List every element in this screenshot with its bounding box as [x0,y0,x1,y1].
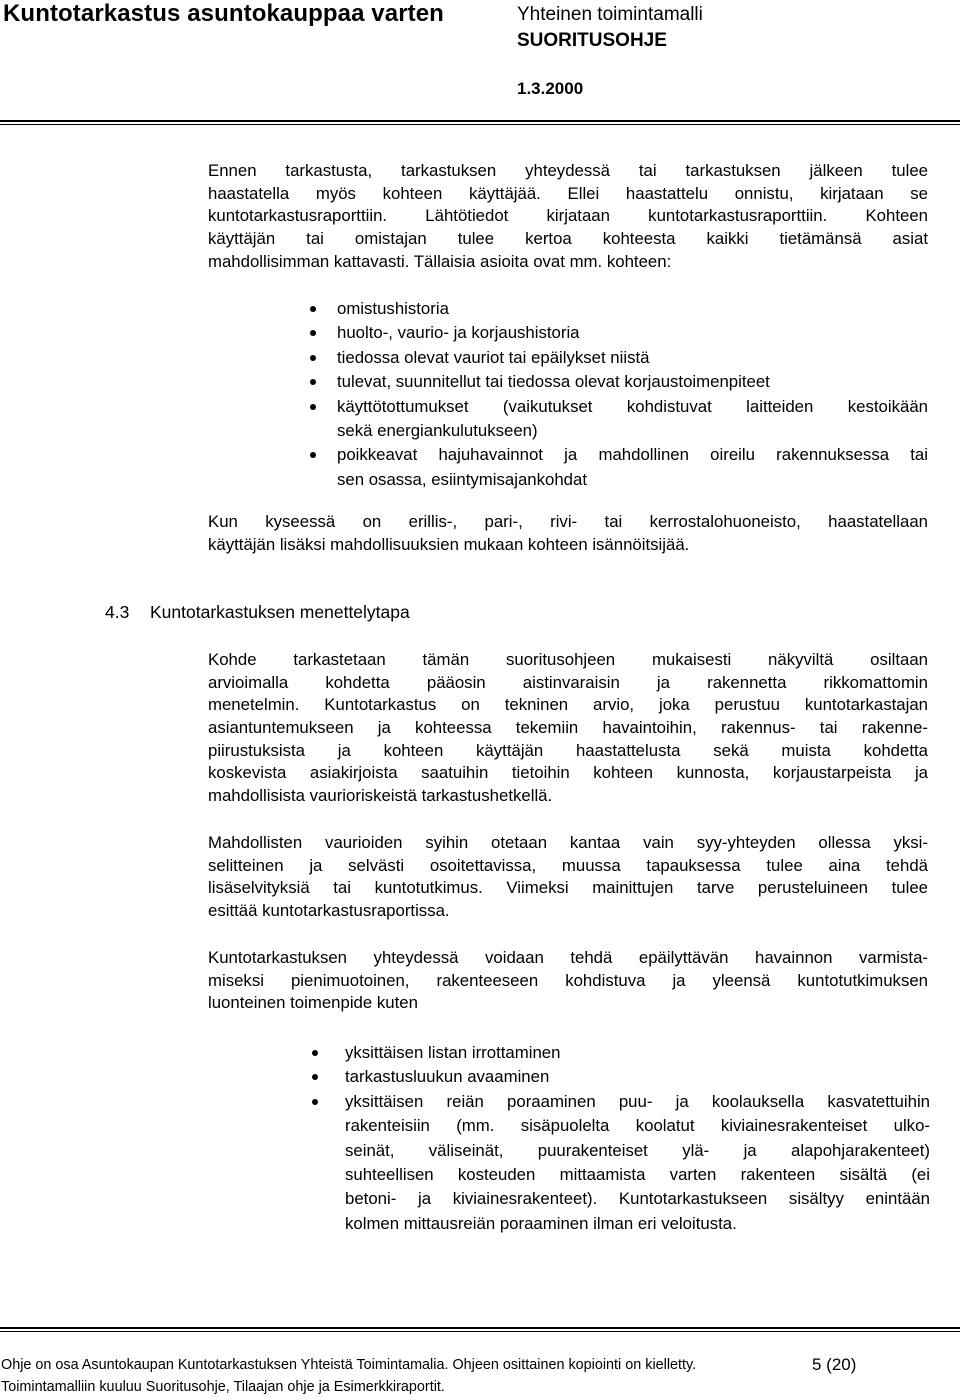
list-item-text: sekä energiankulutukseen) [337,421,538,441]
footer-divider [0,1327,960,1329]
list-item [337,370,928,394]
list-item-text: tarkastusluukun avaaminen [345,1067,550,1087]
list-item [337,297,928,321]
footer-copyright-note: Ohje on osa Asuntokaupan Kuntotarkastuksen Yhteistä Toimintamalia. Ohjeen osittainen kopiointi on kielletty. [1,1357,697,1373]
bullet-icon [312,1074,318,1080]
text-line: Kohde tarkastetaan tämän suoritusohjeen mukaisesti näkyviltä osiltaan [208,650,928,669]
small-procedures-paragraph [208,947,928,1015]
list-item [345,1041,930,1065]
list-item [337,321,928,345]
text-line: Mahdollisten vaurioiden syihin otetaan kantaa vain syy-yhteyden ollessa yksi- [208,833,928,852]
procedures-list [345,1041,930,1236]
page-number: 5 (20) [812,1355,857,1374]
text-line: miseksi pienimuotoinen, rakenteeseen kohdistuva ja yleensä kuntotutkimuksen [208,970,928,990]
text-line: Kuntotarkastuksen yhteydessä voidaan tehdä epäilyttävän havainnon varmista- [208,948,928,967]
text-line: Ennen tarkastusta, tarkastuksen yhteydessä tai tarkastuksen jälkeen tulee [208,161,928,180]
list-item-text: betoni- ja kiviainesrakenteet). Kuntotarkastukseen sisältyy enintään [345,1189,930,1209]
bullet-icon [312,1050,318,1056]
document-subtitle: Yhteinen toimintamalli [517,4,703,25]
list-item-text: omistushistoria [337,299,449,318]
list-item-text: tiedossa olevat vauriot tai epäilykset niistä [337,347,650,367]
bullet-icon [310,330,316,336]
text-line: haastatella myös kohteen käyttäjää. Ellei haastattelu onnistu, kirjataan se [208,183,928,203]
text-line: piirustuksista ja kohteen käyttäjän haastattelusta sekä muista kohdetta [208,740,928,760]
manager-interview-paragraph [208,511,928,556]
bullet-icon [310,379,316,385]
bullet-icon [310,404,316,410]
bullet-icon [310,452,316,458]
list-item [337,346,928,370]
intro-paragraph [208,160,928,273]
section-title: Kuntotarkastuksen menettelytapa [150,602,410,622]
list-item [337,443,928,492]
document-type: SUORITUSOHJE [517,30,667,51]
list-item-text: huolto-, vaurio- ja korjaushistoria [337,323,580,343]
text-line: luonteinen toimenpide kuten [208,993,418,1013]
section-number: 4.3 [105,602,130,622]
list-item-text: käyttötottumukset (vaikutukset kohdistuvat laitteiden kestoikään [337,396,928,416]
text-line: käyttäjän lisäksi mahdollisuuksien mukaan kohteen isännöitsijää. [208,534,690,554]
list-item-text: tulevat, suunnitellut tai tiedossa olevat korjaustoimenpiteet [337,372,770,392]
text-line: arvioimalla kohdetta pääosin aistinvaraisin ja rakennetta rikkomattomin [208,672,928,692]
text-line: mahdollisimman kattavasti. Tällaisia asioita ovat mm. kohteen: [208,251,672,271]
bullet-icon [312,1099,318,1105]
interview-topics-list [337,297,928,492]
document-date: 1.3.2000 [517,79,584,98]
text-line: kuntotarkastusraporttiin. Lähtötiedot kirjataan kuntotarkastusraporttiin. Kohteen [208,206,928,226]
list-item [345,1065,930,1089]
text-line: menetelmin. Kuntotarkastus on tekninen arvio, joka perustuu kuntotarkastajan [208,695,928,715]
list-item [337,395,928,444]
header-divider [0,120,960,122]
text-line: koskevista asiakirjoista saatuihin tietoihin kohteen kunnosta, korjaustarpeista ja [208,763,928,783]
list-item-text: kolmen mittausreiän poraaminen ilman eri veloitusta. [345,1213,737,1233]
list-item-text: poikkeavat hajuhavainnot ja mahdollinen oireilu rakennuksessa tai [337,445,928,465]
list-item-text: yksittäisen reiän poraaminen puu- ja koolauksella kasvatettuihin [345,1091,930,1111]
document-title: Kuntotarkastus asuntokauppaa varten [3,0,444,27]
list-item-text: yksittäisen listan irrottaminen [345,1043,561,1062]
text-line: selitteinen ja selvästi osoitettavissa, muussa tapauksessa tulee aina tehdä [208,855,928,875]
text-line: käyttäjän tai omistajan tulee kertoa kohteesta kaikki tietämänsä asiat [208,229,928,249]
footer-contents-note: Toimintamalliin kuuluu Suoritusohje, Tilaajan ohje ja Esimerkkiraportit. [1,1379,445,1395]
footer-divider-thin [0,1331,960,1332]
text-line: Kun kyseessä on erillis-, pari-, rivi- tai kerrostalohuoneisto, haastatellaan [208,512,928,531]
bullet-icon [310,355,316,361]
header-divider-thin [0,124,960,125]
bullet-icon [310,306,316,312]
list-item-text: rakenteisiin (mm. sisäpuolelta koolatut kiviainesrakenteiset ulko- [345,1116,930,1136]
list-item-text: sen osassa, esiintymisajankohdat [337,469,587,489]
text-line: asiantuntemukseen ja kohteessa tekemiin havaintoihin, rakennus- tai rakenne- [208,718,928,738]
list-item [345,1090,930,1236]
text-line: lisäselvityksiä tai kuntotutkimus. Viimeksi mainittujen tarve perusteluineen tulee [208,878,928,898]
list-item-text: suhteellisen kosteuden mittaamista varten rakenteen sisältä (ei [345,1165,930,1185]
method-paragraph [208,649,928,808]
damage-causes-paragraph [208,832,928,923]
list-item-text: seinät, väliseinät, puurakenteiset ylä- ja alapohjarakenteet) [345,1140,930,1160]
text-line: mahdollisista vaurioriskeistä tarkastushetkellä. [208,786,553,806]
text-line: esittää kuntotarkastusraportissa. [208,901,450,921]
